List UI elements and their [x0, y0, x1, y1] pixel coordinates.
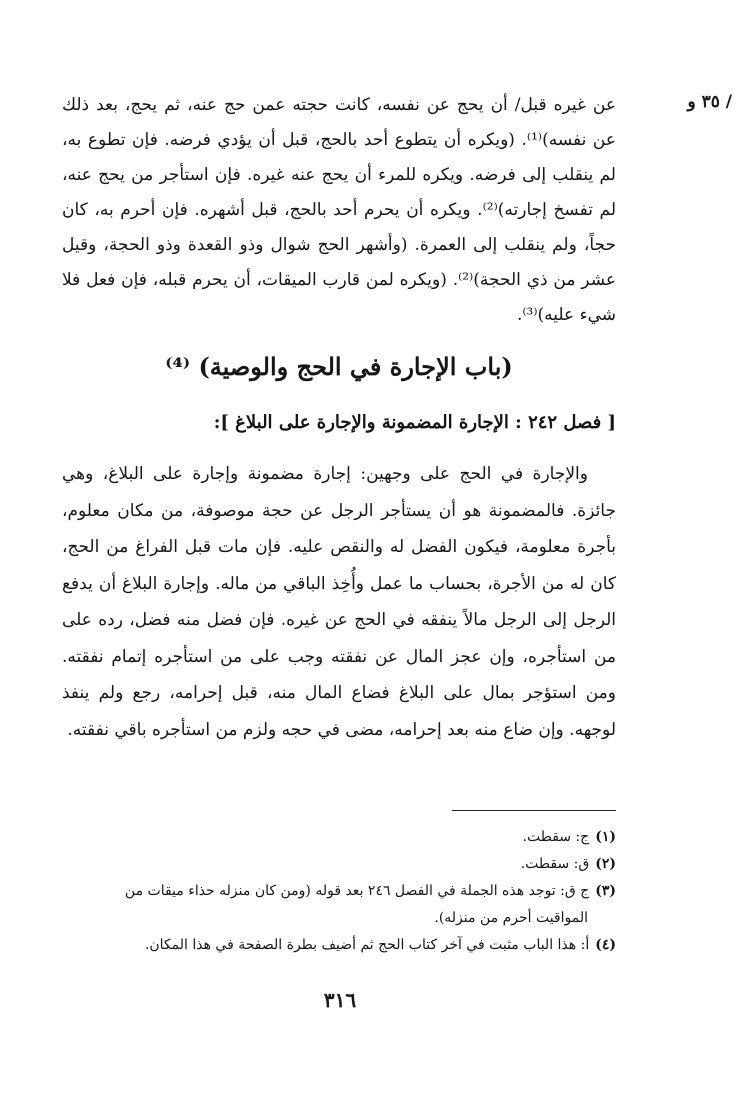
intro-paragraph: عن غيره قبل/ أن يحج عن نفسه، كانت حجته عمن حج عنه، ثم يحج، بعد ذلك عن نفسه)⁽¹⁾. (ويكره أن يتطوع أحد بالحج، قبل أن يؤدي فرضه. فإن تطوع به، لم ينقلب إلى فرضه. ويكره للمرء أن يحج عنه غيره. فإن استأجر من يحج عنه، لم تفسخ إجارته)⁽²⁾. ويكره أن يحرم أحد بالحج، قبل أشهره. فإن أحرم به، كان حجاً، ولم ينقلب إلى العمرة. (وأشهر الحج شوال وذو القعدة وذو الحجة، وقيل عشر من ذي الحجة)⁽²⁾. (ويكره لمن قارب الميقات، أن يحرم قبله، فإن فعل فلا شيء عليه)⁽³⁾.	[62, 95, 617, 325]
footnote-number: (٣)	[595, 883, 616, 899]
section-heading: [ فصل ٢٤٢ : الإجارة المضمونة والإجارة على البلاغ ]:	[213, 412, 616, 433]
footnote-text: ج ق: توجد هذه الجملة في الفصل ٢٤٦ بعد قوله (ومن كان منزله حذاء ميقات من	[124, 883, 590, 899]
footnote-text: ق: سقطت.	[520, 856, 590, 872]
section-text-block	[62, 456, 616, 748]
folio-margin-note: / ٣٥ و	[687, 92, 732, 112]
section-paragraph: والإجارة في الحج على وجهين: إجارة مضمونة وإجارة على البلاغ، وهي جائزة. فالمضمونة هو أن يستأجر الرجل عن حجة موصوفة، من مكان معلوم، بأجرة معلومة، فيكون الفضل له والنقص عليه. فإن مات قبل الفراغ من الحج، كان له من الأجرة، بحساب ما عمل وأُخِذ الباقي من ماله. وإجارة البلاغ أن يدفع الرجل إلى الرجل مالاً ينفقه في الحج عن غيره. فإن فضل منه فضل، رده على من استأجره، وإن عجز المال عن نفقته وجب على من استأجره إتمام نفقته. ومن استؤجر بمال على البلاغ فضاع المال منه، قبل إحرامه، رجع ولم ينفذ لوجهه. وإن ضاع منه بعد إحرامه، مضى في حجه ولزم من استأجره باقي نفقته.	[62, 464, 616, 740]
footnote-text: ج: سقطت.	[522, 829, 590, 845]
footnotes	[62, 824, 616, 959]
footnote-text: أ: هذا الباب مثبت في آخر كتاب الحج ثم أضيف بطرة الصفحة في هذا المكان.	[144, 937, 590, 953]
footnote-4	[62, 932, 616, 959]
footnote-1	[62, 824, 616, 851]
chapter-title: (باب الإجارة في الحج والوصية) ⁽⁴⁾	[165, 352, 513, 381]
footnote-3-continuation	[62, 905, 616, 932]
footnote-number: (١)	[595, 829, 616, 845]
footnote-3	[62, 878, 616, 905]
footnote-2	[62, 851, 616, 878]
footnote-number: (٤)	[595, 937, 616, 953]
intro-text-block	[62, 88, 616, 333]
page-number: ٣١٦	[323, 988, 357, 1012]
footnote-number: (٢)	[595, 856, 616, 872]
footnote-divider	[452, 810, 616, 811]
footnote-text: المواقيت أحرم من منزله).	[434, 910, 588, 926]
